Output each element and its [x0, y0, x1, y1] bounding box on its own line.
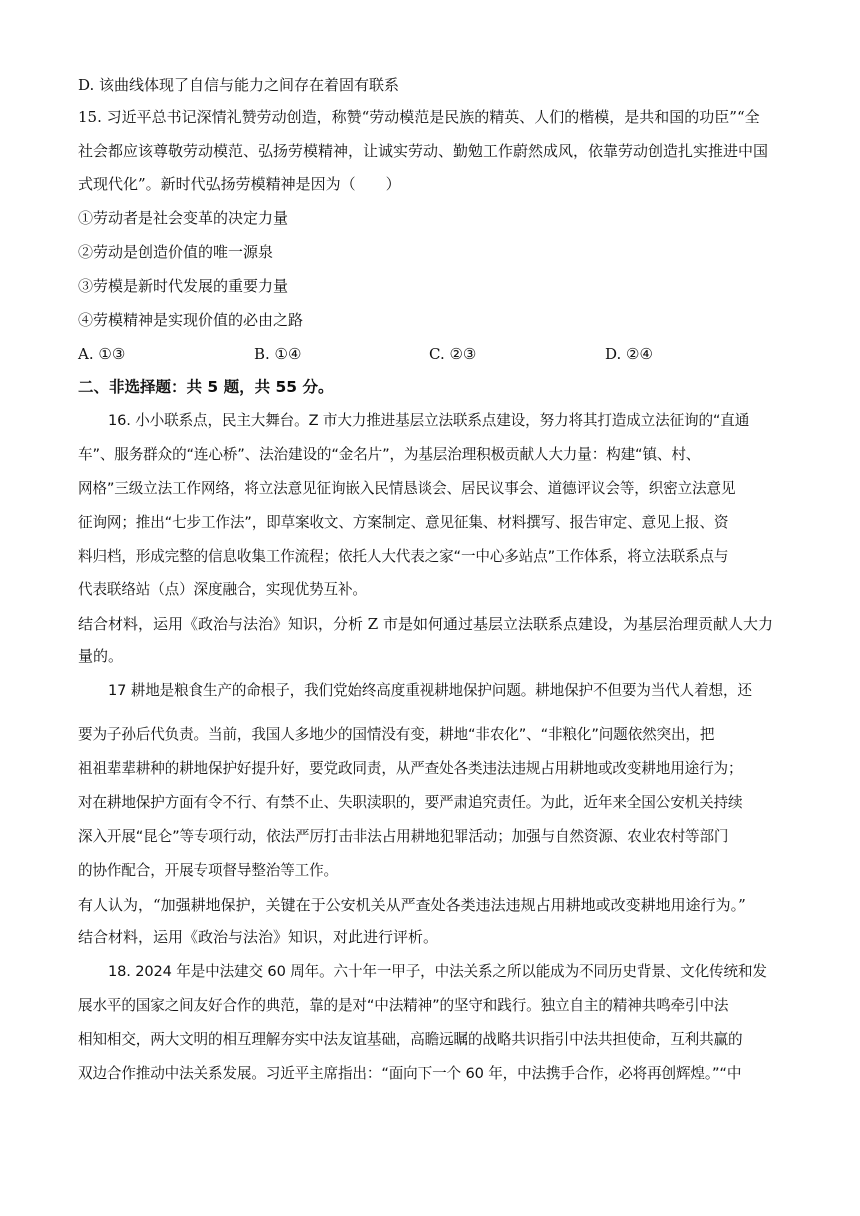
q16-material-line: 代表联络站（点）深度融合，实现优势互补。 [78, 581, 367, 598]
q15-statement: ④劳模精神是实现价值的必由之路 [78, 311, 304, 329]
q15-statement: ①劳动者是社会变革的决定力量 [78, 209, 289, 227]
q17-material-line: 17 耕地是粮食生产的命根子，我们党始终高度重视耕地保护问题。耕地保护不但要为当代人着想，还 [108, 682, 752, 699]
q17-material-line: 要为子孙后代负责。当前，我国人多地少的国情没有变，耕地“非农化”、“非粮化”问题依然突出，把 [78, 726, 715, 743]
q15-stem-line: 15. 习近平总书记深情礼赞劳动创造，称赞“劳动模范是民族的精英、人们的楷模，是共和国的功臣”“全 [78, 108, 760, 126]
q17-material-line: 的协作配合，开展专项督导整治等工作。 [78, 862, 338, 879]
q17-material-line: 深入开展“昆仑”等专项行动，依法严厉打击非法占用耕地犯罪活动；加强与自然资源、农业农村等部门 [78, 828, 729, 845]
q16-material-line: 征询网；推出“七步工作法”，即草案收文、方案制定、意见征集、材料撰写、报告审定、意见上报、资 [78, 514, 729, 531]
q15-statement: ②劳动是创造价值的唯一源泉 [78, 243, 274, 261]
q15-stem-line: 式现代化”。新时代弘扬劳模精神是因为（ ） [78, 175, 401, 193]
q15-option-a: A. ①③ [78, 345, 126, 363]
q16-material-line: 16. 小小联系点，民主大舞台。Z 市大力推进基层立法联系点建设，努力将其打造成立法征询的“直通 [108, 412, 750, 429]
q18-material-line: 展水平的国家之间友好合作的典范，靠的是对“中法精神”的坚守和践行。独立自主的精神共鸣牵引中法 [78, 997, 729, 1014]
q15-stem-line: 社会都应该尊敬劳动模范、弘扬劳模精神，让诚实劳动、勤勉工作蔚然成风，依靠劳动创造扎实推进中国 [78, 142, 769, 160]
q15-statement: ③劳模是新时代发展的重要力量 [78, 277, 289, 295]
q15-option-b: B. ①④ [254, 345, 302, 363]
q17-question-line: 结合材料，运用《政治与法治》知识，对此进行评析。 [78, 928, 439, 946]
q16-material-line: 料归档，形成完整的信息收集工作流程；依托人大代表之家“一中心多站点”工作体系，将立法联系点与 [78, 548, 729, 565]
q16-question-line: 量的。 [78, 647, 124, 665]
q16-material-line: 车”、服务群众的“连心桥”、法治建设的“金名片”，为基层治理积极贡献人大力量：构建“镇、村、 [78, 446, 701, 463]
q17-material-line: 对在耕地保护方面有令不行、有禁不止、失职渎职的，要严肃追究责任。为此，近年来全国公安机关持续 [78, 794, 743, 811]
q15-option-c: C. ②③ [429, 345, 477, 363]
q17-material-line: 祖祖辈辈耕种的耕地保护好提升好，要党政同责，从严查处各类违法违规占用耕地或改变耕地用途行为； [78, 760, 743, 777]
q14-option-d: D. 该曲线体现了自信与能力之间存在着固有联系 [78, 76, 400, 94]
q16-material-line: 网格”三级立法工作网络，将立法意见征询嵌入民情恳谈会、居民议事会、道德评议会等，织密立法意见 [78, 480, 736, 497]
section-heading: 二、非选择题：共 5 题，共 55 分。 [78, 378, 334, 396]
q16-question-line: 结合材料，运用《政治与法治》知识，分析 Z 市是如何通过基层立法联系点建设，为基层治理贡献人大力 [78, 615, 773, 633]
q18-material-line: 18. 2024 年是中法建交 60 周年。六十年一甲子，中法关系之所以能成为不同历史背景、文化传统和发 [108, 963, 767, 980]
q18-material-line: 相知相交，两大文明的相互理解夯实中法友谊基础，高瞻远瞩的战略共识指引中法共担使命，互利共赢的 [78, 1031, 743, 1048]
q18-material-line: 双边合作推动中法关系发展。习近平主席指出：“面向下一个 60 年，中法携手合作，必将再创辉煌。”“中 [78, 1065, 742, 1082]
q15-option-d: D. ②④ [605, 345, 653, 363]
q17-question-line: 有人认为，“加强耕地保护，关键在于公安机关从严查处各类违法违规占用耕地或改变耕地用途行为。” [78, 896, 746, 914]
